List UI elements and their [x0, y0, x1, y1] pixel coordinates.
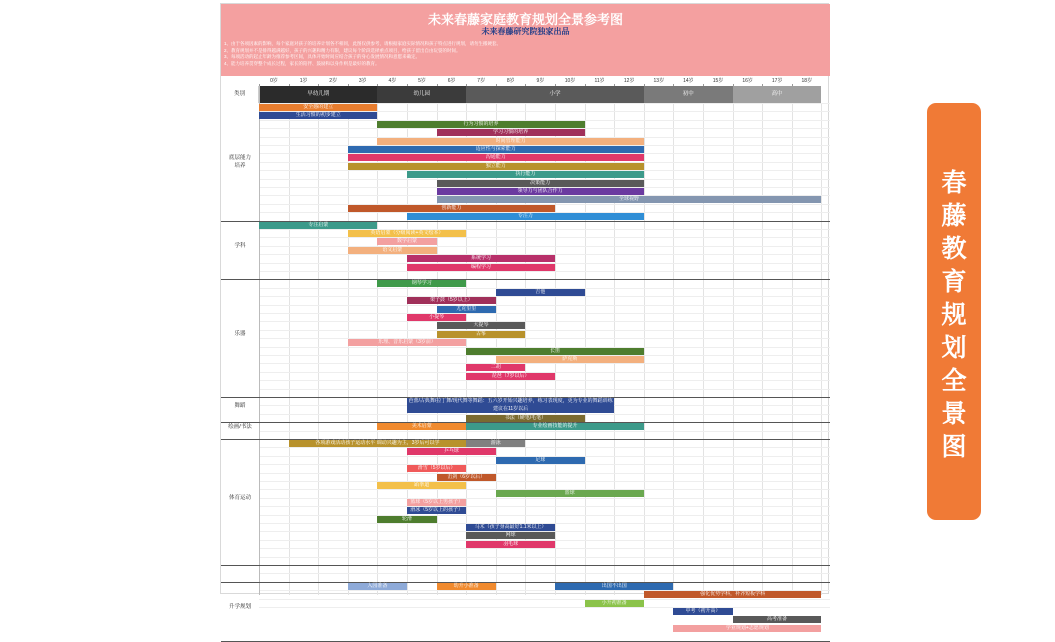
grid-hline	[259, 296, 830, 297]
category-label: 绘画/书法	[228, 423, 252, 430]
document-subtitle: 未来春藤研究院独家出品	[481, 27, 570, 36]
category-label: 升学规划	[228, 604, 251, 611]
grid-vline	[348, 103, 349, 595]
category-separator	[221, 582, 830, 583]
timeline-bar: 专注启蒙	[259, 222, 377, 229]
timeline-bar: 语文启蒙	[348, 247, 437, 254]
grid-hline	[259, 305, 830, 306]
grid-hline	[259, 607, 830, 608]
timeline-bar: 沟通能力	[348, 154, 644, 161]
timeline-bar: 学习习惯的培养	[437, 129, 585, 136]
grid-hline	[259, 246, 830, 247]
timeline-bar: 二胡	[466, 364, 525, 371]
document-note: 2、教育规划并不是排得越满越好，孩子的兴趣和精力有限，建议每个阶段选择重点项目，给孩子留出自由玩耍的时间。	[224, 47, 461, 53]
document-notes	[224, 41, 827, 67]
timeline-bar: 英语启蒙（分级阅读+英文绘本）	[348, 230, 466, 237]
age-label: 12岁	[623, 78, 635, 84]
grid-vline	[733, 103, 734, 595]
age-label: 8岁	[506, 78, 515, 84]
timeline-bar: 幼升小准备	[437, 583, 496, 590]
age-label: 5岁	[418, 78, 426, 84]
timeline-bar: 篮球	[496, 490, 644, 497]
timeline-bar: 专业绘画技能的提升	[466, 423, 644, 430]
timeline-bar: 强化优势学科，补齐短板学科	[644, 591, 822, 598]
grid-hline	[259, 363, 830, 364]
timeline-bar: 滑雪（5岁以后）	[407, 465, 466, 472]
grid-vline	[673, 103, 674, 595]
stage-row	[221, 86, 830, 103]
grid-hline	[259, 330, 830, 331]
age-label: 4岁	[388, 78, 397, 84]
timeline-bar: 击剑（6岁以后）	[437, 474, 496, 481]
side-banner	[927, 103, 981, 520]
stage-band: 早幼儿期	[259, 86, 377, 103]
timeline-bar: 长笛	[466, 348, 644, 355]
timeline-bar: 马术（孩子身高最好1.1米以上）	[466, 524, 555, 531]
age-label: 10岁	[564, 78, 576, 84]
stage-header-label: 类别	[221, 86, 259, 103]
timeline-bar: 乐理、音乐启蒙（3岁前）	[348, 339, 466, 346]
timeline-bar: 行为习惯的培养	[377, 121, 584, 128]
timeline-bar: 生活习惯的初步建立	[259, 112, 377, 119]
side-banner-title: 春藤教育规划全景图	[941, 169, 967, 461]
timeline-bar: 滑冰（5岁以上的孩子）	[407, 507, 466, 514]
grid-hline	[259, 473, 830, 474]
age-label: 2岁	[329, 78, 338, 84]
age-label: 13岁	[653, 78, 665, 84]
timeline-bar: 领导力与团队合作力	[437, 188, 644, 195]
timeline-bar: 创新能力	[348, 205, 555, 212]
stage-band: 幼儿园	[377, 86, 466, 103]
grid-hline	[259, 321, 830, 322]
grid-hline	[259, 464, 830, 465]
age-label: 0岁	[270, 78, 278, 84]
age-label: 1岁	[299, 78, 308, 84]
timeline-bar: 中考（初升高）	[673, 608, 732, 615]
grid-hline	[259, 515, 830, 516]
grid-vline	[318, 103, 319, 595]
grid-vline	[762, 103, 763, 595]
timeline-bar: 篮球（5岁以上男孩子）	[407, 499, 466, 506]
grid-vline	[703, 103, 704, 595]
timeline-bar: 数学启蒙	[377, 238, 436, 245]
grid-hline	[259, 573, 830, 574]
document-header	[221, 4, 830, 76]
grid-hline	[259, 599, 830, 600]
timeline-bar: 钢琴学习	[377, 280, 466, 287]
timeline-bar: 吉他	[496, 289, 585, 296]
timeline-bar: 入园准备	[348, 583, 407, 590]
timeline-bar: 决策能力	[437, 180, 644, 187]
age-label: 17岁	[771, 78, 783, 84]
timeline-bar: 安全感的建立	[259, 104, 377, 111]
age-label: 9岁	[536, 78, 545, 84]
timeline-bar: 美术启蒙	[377, 423, 466, 430]
grid-hline	[259, 431, 830, 432]
timeline-bar: 游泳	[466, 440, 525, 447]
category-label: 乐器	[234, 331, 246, 338]
age-label: 11岁	[594, 78, 605, 84]
grid-hline	[259, 313, 830, 314]
grid-hline	[259, 271, 830, 272]
timeline-bar: 小提琴	[407, 314, 466, 321]
grid-vline	[792, 103, 793, 595]
grid-vline	[821, 103, 822, 595]
category-label: 体育运动	[228, 495, 251, 501]
grid-vline	[644, 103, 645, 595]
timeline-bar: 芭蕾/古典舞/拉丁舞/现代舞等舞蹈：五六岁开始兴趣培养，练习表现度，更为专业的舞蹈训练建议在11岁以后	[408, 398, 613, 412]
age-label: 3岁	[358, 78, 367, 84]
document-note: 1、由于各项因素的影响，每个家庭对孩子的培养计划各不相同，此图仅供参考，请根据家庭实际情况和孩子特点进行规划，请勿生搬硬套。	[224, 41, 501, 46]
age-label: 15岁	[712, 78, 724, 84]
grid-hline	[259, 548, 830, 549]
grid-hline	[259, 447, 830, 448]
timeline-bar: 学业规划+志愿规划	[673, 625, 821, 632]
timeline-bar: 书法（硬笔/毛笔）	[466, 415, 584, 422]
timeline-bar: 古筝	[437, 331, 526, 338]
document-note: 3、每项活动的起止年龄为推荐参考区间，具体开始时间应结合孩子的身心发展情况和意愿来确定。	[224, 54, 420, 60]
category-separator	[221, 279, 830, 280]
timeline-bar: 执行能力	[407, 171, 644, 178]
grid-vline	[289, 103, 290, 595]
stage-band: 初中	[644, 86, 733, 103]
timeline-bar: 全球视野	[437, 196, 822, 203]
grid-hline	[259, 389, 830, 390]
stage-band: 高中	[733, 86, 822, 103]
grid-hline	[259, 237, 830, 238]
timeline-bar: 琵琶（7岁以后）	[466, 373, 555, 380]
grid-hline	[259, 380, 830, 381]
timeline-bar: 尤克里里	[437, 306, 496, 313]
category-label: 舞蹈	[234, 402, 246, 409]
category-column-divider	[259, 86, 260, 595]
age-label: 14岁	[683, 78, 694, 84]
grid-hline	[259, 338, 830, 339]
timeline-bar: 时间管理能力	[377, 138, 643, 145]
timeline-bar: 各项游戏活动孩子运动水平 调动兴趣为主，3岁后可以学	[289, 440, 467, 447]
timeline-bar: 出国不出国	[555, 583, 673, 590]
timeline-bar: 羽毛球	[466, 541, 555, 548]
timeline-bar: 萨克斯	[496, 356, 644, 363]
category-separator	[221, 565, 830, 566]
timeline-bar: 大提琴	[437, 322, 526, 329]
timeline-bar: 专注力	[407, 213, 644, 220]
timeline-bar: 架子鼓（5岁以上）	[407, 297, 496, 304]
age-label: 16岁	[742, 78, 753, 84]
timeline-bar: 小升初准备	[585, 600, 644, 607]
timeline-bar: 独立能力	[348, 163, 644, 170]
category-separator	[221, 641, 830, 642]
planning-document	[220, 3, 829, 631]
document-note: 4、能力培养贯穿整个成长过程，家长的陪伴、鼓励和以身作则是最好的教育。	[224, 60, 380, 66]
timeline-bar: 乒乓球	[407, 448, 496, 455]
category-label: 底层能力 培养	[228, 154, 251, 169]
document-title: 未来春藤家庭教育规划全景参考图	[427, 12, 623, 27]
timeline-bar: 系统学习	[407, 255, 555, 262]
timeline-bar: 跆拳道	[377, 482, 466, 489]
timeline-bar: 高考准备	[733, 616, 822, 623]
grid-hline	[259, 481, 830, 482]
grid-hline	[259, 229, 830, 230]
timeline-bar: 适应性与探索能力	[348, 146, 644, 153]
timeline-bar: 编程学习	[407, 264, 555, 271]
timeline-bar: 网球	[466, 532, 555, 539]
grid-hline	[259, 506, 830, 507]
age-axis	[259, 77, 830, 86]
category-label: 学科	[234, 243, 246, 249]
age-label: 6岁	[447, 78, 456, 84]
grid-hline	[259, 557, 830, 558]
age-label: 7岁	[477, 78, 486, 84]
timeline-bar: 轮滑	[377, 516, 436, 523]
grid-hline	[259, 498, 830, 499]
timeline-bar: 足球	[496, 457, 585, 464]
stage-band: 小学	[466, 86, 644, 103]
age-label: 18岁	[801, 78, 813, 84]
